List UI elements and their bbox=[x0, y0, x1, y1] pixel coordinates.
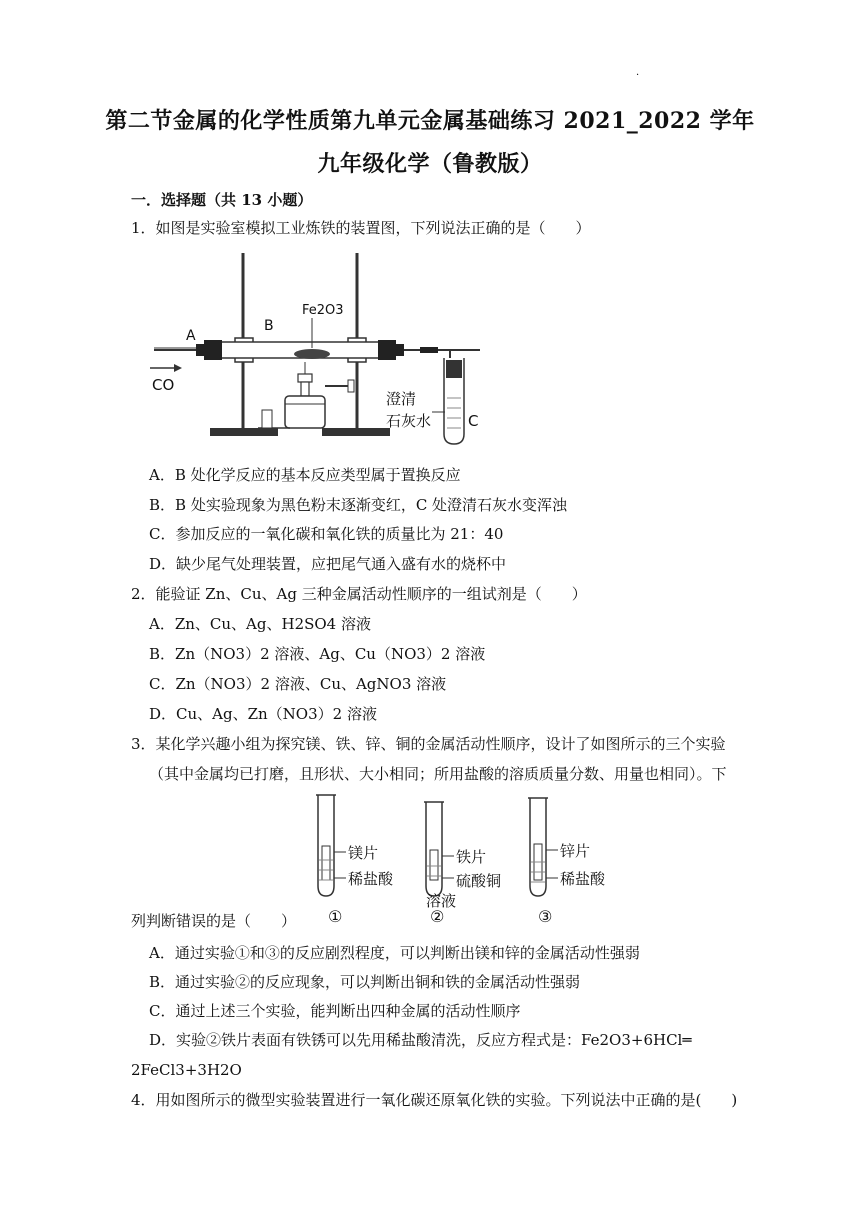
question-2-option-a: A．Zn、Cu、Ag、H2SO4 溶液 bbox=[149, 615, 371, 633]
section-title: 一．选择题（共 13 小题） bbox=[131, 191, 313, 209]
question-2-stem: 2．能验证 Zn、Cu、Ag 三种金属活动性顺序的一组试剂是（ ） bbox=[131, 585, 587, 603]
page-title-line2: 九年级化学（鲁教版） bbox=[317, 151, 543, 177]
question-1-option-b: B．B 处实验现象为黑色粉末逐渐变红，C 处澄清石灰水变浑浊 bbox=[149, 496, 568, 514]
label-fe2o3: Fe2O3 bbox=[302, 303, 344, 318]
tube-1-metal-label: 镁片 bbox=[348, 844, 379, 862]
tube-2-metal-label: 铁片 bbox=[456, 848, 487, 866]
page-dot: · bbox=[636, 70, 640, 81]
test-tube-3 bbox=[528, 798, 558, 896]
page-title-line1: 第二节金属的化学性质第九单元金属基础练习 2021_2022 学年 bbox=[105, 108, 755, 134]
tube-2-liquid-label-2: 溶液 bbox=[426, 892, 457, 910]
question-2-option-b: B．Zn（NO3）2 溶液、Ag、Cu（NO3）2 溶液 bbox=[149, 645, 486, 663]
tube-3-metal-label: 锌片 bbox=[560, 842, 591, 860]
tube-2-number: ② bbox=[430, 907, 445, 926]
label-c: C bbox=[468, 412, 479, 430]
question-3-stem-line3: 列判断错误的是（ ） bbox=[131, 912, 297, 930]
tube-2-liquid-label-1: 硫酸铜 bbox=[456, 872, 502, 890]
question-3-stem-line2: （其中金属均已打磨，且形状、大小相同；所用盐酸的溶质质量分数、用量也相同）。下 bbox=[149, 765, 727, 783]
question-3-option-a: A．通过实验①和③的反应剧烈程度，可以判断出镁和锌的金属活动性强弱 bbox=[149, 944, 640, 962]
question-3-option-b: B．通过实验②的反应现象，可以判断出铜和铁的金属活动性强弱 bbox=[149, 973, 581, 991]
iron-smelting-apparatus-figure bbox=[140, 248, 500, 448]
label-limewater-2: 石灰水 bbox=[386, 412, 432, 430]
question-3-stem-line1: 3．某化学兴趣小组为探究镁、铁、锌、铜的金属活动性顺序，设计了如图所示的三个实验 bbox=[131, 735, 726, 753]
tube-1-liquid-label: 稀盐酸 bbox=[348, 870, 394, 888]
question-1-option-c: C．参加反应的一氧化碳和氧化铁的质量比为 21：40 bbox=[149, 525, 504, 543]
question-3-option-c: C．通过上述三个实验，能判断出四种金属的活动性顺序 bbox=[149, 1002, 521, 1020]
label-a: A bbox=[186, 328, 196, 344]
question-1-option-a: A．B 处化学反应的基本反应类型属于置换反应 bbox=[149, 466, 461, 484]
test-tube-experiments-figure bbox=[300, 790, 620, 930]
label-co: CO bbox=[152, 376, 175, 394]
tube-3-liquid-label: 稀盐酸 bbox=[560, 870, 606, 888]
question-3-option-d: D．实验②铁片表面有铁锈可以先用稀盐酸清洗，反应方程式是：Fe2O3+6HCl═ bbox=[149, 1031, 692, 1049]
tube-1-number: ① bbox=[328, 907, 343, 926]
test-tube-1 bbox=[316, 795, 346, 896]
question-3-option-d-continued: 2FeCl3+3H2O bbox=[131, 1061, 242, 1079]
question-2-option-d: D．Cu、Ag、Zn（NO3）2 溶液 bbox=[149, 705, 377, 723]
question-1-stem: 1．如图是实验室模拟工业炼铁的装置图，下列说法正确的是（ ） bbox=[131, 219, 591, 237]
question-4-stem: 4．用如图所示的微型实验装置进行一氧化碳还原氧化铁的实验。下列说法中正确的是( ) bbox=[131, 1091, 738, 1109]
tube-3-number: ③ bbox=[538, 907, 553, 926]
label-b: B bbox=[264, 318, 274, 334]
test-tube-2 bbox=[424, 802, 454, 896]
question-2-option-c: C．Zn（NO3）2 溶液、Cu、AgNO3 溶液 bbox=[149, 675, 447, 693]
label-limewater-1: 澄清 bbox=[386, 390, 417, 408]
question-1-option-d: D．缺少尾气处理装置，应把尾气通入盛有水的烧杯中 bbox=[149, 555, 507, 573]
